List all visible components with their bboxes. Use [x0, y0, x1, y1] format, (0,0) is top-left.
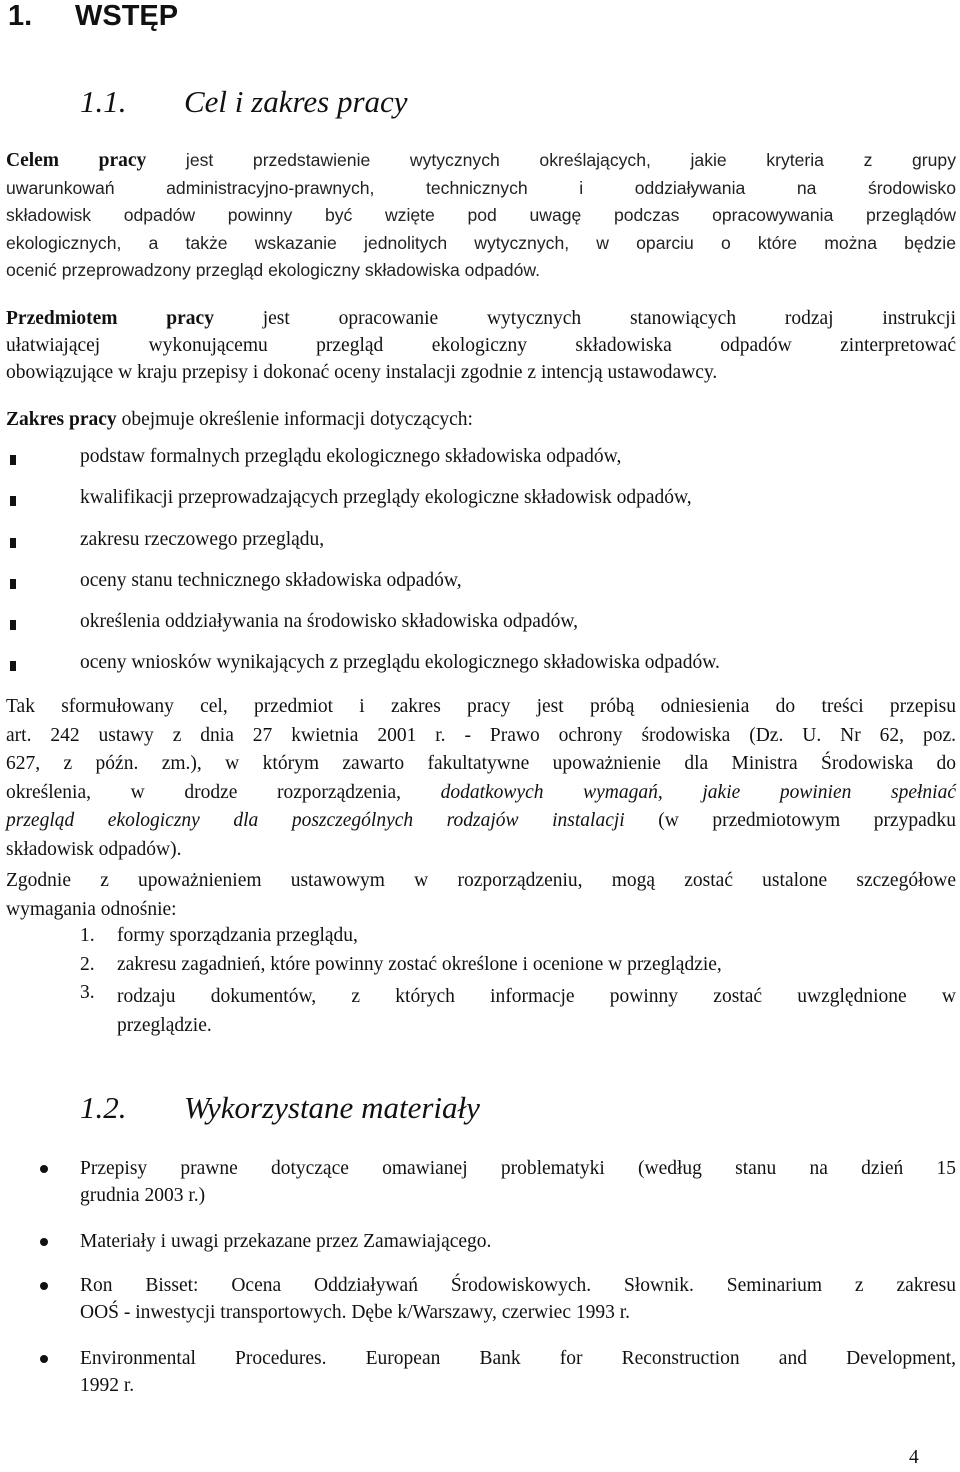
bullet-dot-icon: [40, 1165, 48, 1173]
section-title: Cel i zakres pracy: [184, 84, 408, 119]
square-bullet-icon: [10, 661, 16, 671]
square-bullet-icon: [10, 579, 16, 589]
chapter-title: WSTĘP: [75, 0, 179, 32]
list-item-body: [80, 1155, 956, 1209]
list-item-number: 3.: [80, 982, 95, 1003]
intro-line: ekologicznych, a także wskazanie jednolitych wytycznych, w oparciu o które można będzie: [6, 232, 956, 253]
list-item: [0, 982, 960, 1042]
list-item-body: [80, 1228, 956, 1255]
list-item-text: Materiały i uwagi przekazane przez Zamawiającego.: [80, 1231, 492, 1252]
list-item-text: kwalifikacji przeprowadzających przeglądy ekologiczne składowisk odpadów,: [80, 487, 692, 508]
list-item-body: [80, 1272, 956, 1326]
subject-line: ułatwiającej wykonującemu przegląd ekologiczny składowiska odpadów zinterpretować: [6, 335, 956, 356]
law-line: Tak sformułowany cel, przedmiot i zakres pracy jest próbą odniesienia do treści przepisu: [6, 696, 956, 717]
chapter-heading: [8, 0, 178, 33]
section-heading-1-1: [80, 84, 680, 124]
list-item-number: 2.: [80, 954, 95, 975]
list-item-text: określenia oddziaływania na środowisko składowiska odpadów,: [80, 611, 579, 632]
list-item-text: Ron Bisset: Ocena Oddziaływań Środowiskowych. Słownik. Seminarium z zakresu: [80, 1275, 956, 1296]
list-item: [0, 1228, 960, 1258]
law-line: określenia, w drodze rozporządzenia,: [6, 781, 401, 803]
list-item-text: Environmental Procedures. European Bank for Reconstruction and Development,: [80, 1348, 956, 1369]
scope-lead: Zakres pracy: [6, 409, 117, 430]
intro-lead: Celem pracy: [6, 150, 147, 171]
scope-rest: obejmuje określenie informacji dotyczących:: [116, 409, 473, 430]
section-number: 1.2.: [80, 1090, 127, 1125]
section-number: 1.1.: [80, 84, 127, 119]
list-item-body: [80, 1345, 956, 1399]
law-line: 627, z późn. zm.), w którym zawarto fakultatywne upoważnienie dla Ministra Środowiska do: [6, 753, 956, 775]
square-bullet-icon: [10, 455, 16, 465]
law-line: składowisk odpadów).: [6, 838, 182, 860]
law-paragraph: [6, 693, 956, 865]
authorization-line: wymagania odnośnie:: [6, 898, 177, 920]
intro-line: jest przedstawienie wytycznych określających, jakie kryteria z grupy: [146, 150, 956, 170]
authorization-paragraph: [6, 867, 956, 924]
law-italic-text: dodatkowych wymagań, jakie powinien spełniać: [440, 781, 956, 803]
list-item: [0, 954, 960, 984]
list-item-text: OOŚ - inwestycji transportowych. Dębe k/Warszawy, czerwiec 1993 r.: [80, 1302, 631, 1323]
list-item: [0, 487, 960, 517]
list-item: [0, 1272, 960, 1330]
bullet-dot-icon: [40, 1238, 48, 1246]
subject-line: jest opracowanie wytycznych stanowiących rodzaj instrukcji: [213, 308, 956, 329]
authorization-line: Zgodnie z upoważnieniem ustawowym w rozporządzeniu, mogą zostać ustalone szczegółowe: [6, 870, 956, 891]
scope-paragraph: [6, 406, 956, 433]
list-item-text: rodzaju dokumentów, z których informacje powinny zostać uwzględnione w: [117, 986, 956, 1007]
list-item-text: 1992 r.: [80, 1375, 135, 1396]
list-item: [0, 1345, 960, 1403]
chapter-number: 1.: [8, 0, 33, 32]
list-item: [0, 925, 960, 955]
list-item-body: [117, 982, 956, 1040]
list-item-text: zakresu rzeczowego przeglądu,: [80, 529, 325, 550]
square-bullet-icon: [10, 496, 16, 506]
list-item-text: podstaw formalnych przeglądu ekologicznego składowiska odpadów,: [80, 446, 622, 467]
list-item: [0, 652, 960, 682]
list-item-text: zakresu zagadnień, które powinny zostać określone i ocenione w przeglądzie,: [117, 954, 722, 975]
list-item-text: przeglądzie.: [117, 1015, 212, 1036]
list-item-text: oceny wniosków wynikających z przeglądu ekologicznego składowiska odpadów.: [80, 652, 720, 673]
subject-line: obowiązujące w kraju przepisy i dokonać oceny instalacji zgodnie z intencją ustawodawcy.: [6, 362, 718, 383]
section-heading-1-2: [80, 1090, 780, 1130]
intro-line: ocenić przeprowadzony przegląd ekologiczny składowiska odpadów.: [6, 260, 540, 280]
intro-line: składowisk odpadów powinny być wzięte pod uwagę podczas opracowywania przeglądów: [6, 205, 956, 225]
page-number: 4: [909, 1447, 919, 1468]
square-bullet-icon: [10, 620, 16, 630]
subject-lead: Przedmiotem pracy: [6, 308, 214, 329]
list-item: [0, 570, 960, 600]
list-item: [0, 529, 960, 559]
square-bullet-icon: [10, 538, 16, 548]
list-item: [0, 446, 960, 476]
list-item-text: grudnia 2003 r.): [80, 1185, 206, 1206]
section-title: Wykorzystane materiały: [184, 1090, 480, 1125]
list-item-text: oceny stanu technicznego składowiska odpadów,: [80, 570, 462, 591]
list-item: [0, 611, 960, 641]
list-item-text: Przepisy prawne dotyczące omawianej problematyki (według stanu na dzień 15: [80, 1158, 956, 1179]
law-line: art. 242 ustawy z dnia 27 kwietnia 2001 r. - Prawo ochrony środowiska (Dz. U. Nr 62, poz.: [6, 724, 956, 746]
list-item: [0, 1155, 960, 1213]
bullet-dot-icon: [40, 1355, 48, 1363]
list-item-number: 1.: [80, 925, 95, 946]
law-italic-text: przegląd ekologiczny dla poszczególnych rodzajów instalacji: [6, 810, 625, 832]
bullet-dot-icon: [40, 1282, 48, 1290]
list-item-text: formy sporządzania przeglądu,: [117, 925, 358, 946]
intro-paragraph: [6, 147, 956, 285]
law-line: (w przedmiotowym przypadku: [624, 810, 956, 832]
subject-paragraph: [6, 305, 956, 386]
intro-line: uwarunkowań administracyjno-prawnych, technicznych i oddziaływania na środowisko: [6, 177, 956, 198]
